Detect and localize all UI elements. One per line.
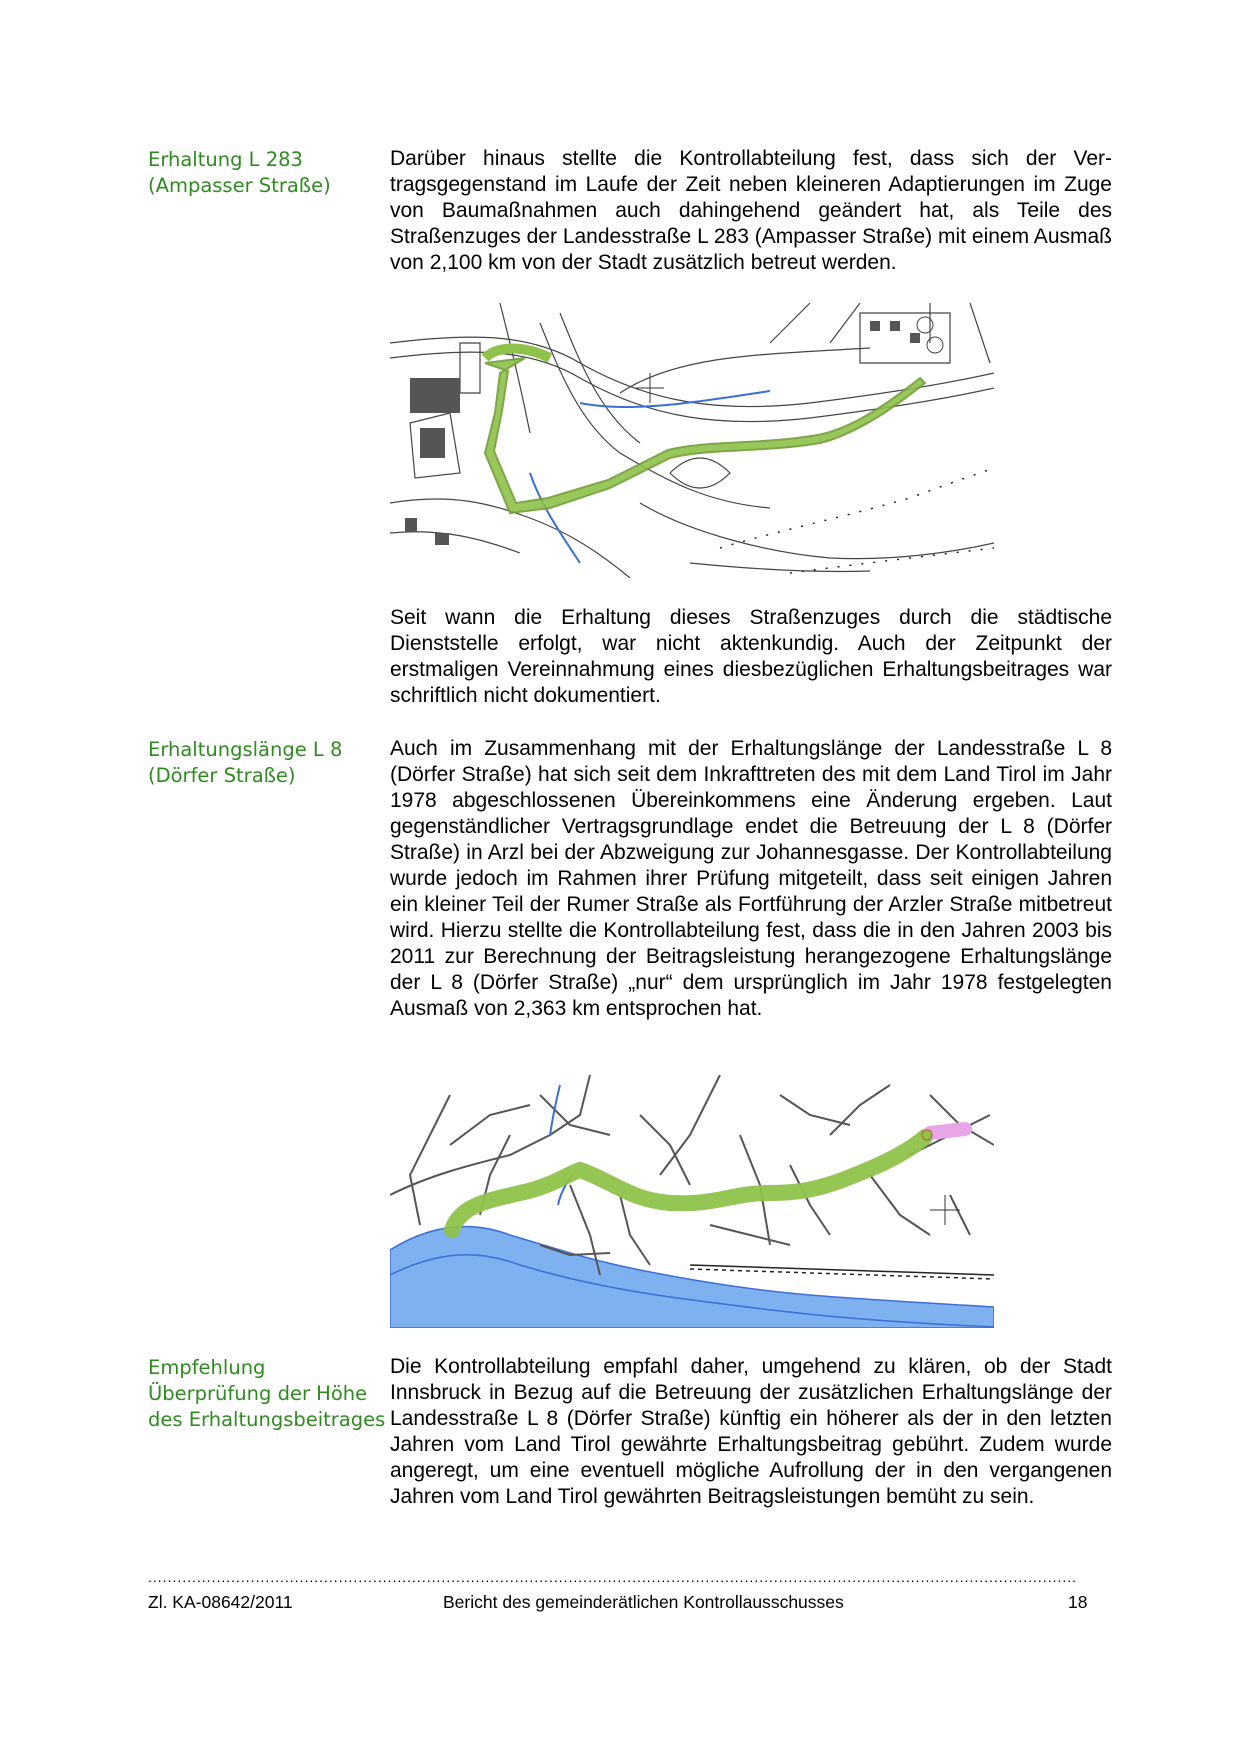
paragraph-l283-continued: Seit wann die Erhaltung dieses Straßenzuges durch die städtische Dienststelle erfolgt, war nicht aktenkundig. Auch der Zeitpunkt der erstmaligen Vereinnahmung eines diesbezüglichen Erhaltungsbeitrages war schriftlich nicht dokumentiert. — [390, 606, 1112, 707]
footer-rule: .............................................................................................................................................................................................. — [148, 1570, 1078, 1584]
map-l8-doerfer-strasse — [390, 1075, 994, 1328]
map-l283-ampasser-strasse — [390, 303, 994, 578]
margin-note-erhaltung-l283 — [148, 147, 378, 199]
paragraph-l8: Auch im Zusammenhang mit der Erhaltungslänge der Landesstraße L 8 (Dörfer Straße) hat sich seit dem Inkrafttreten des mit dem Land Tirol im Jahr 1978 abgeschlossenen Übereinkommens eine Änderung ergeben. Laut gegenständlicher Vertragsgrundlage endet die Betreuung der L 8 (Dörfer Straße) in Arzl bei der Abzweigung zur Johannesgasse. Der Kontrollabteilung wurde jedoch im Rahmen ihrer Prüfung mitgeteilt, dass seit einigen Jahren ein kleiner Teil der Rumer Straße als Fortführung der Arzler Straße mitbetreut wird. Hierzu stellte die Kontrollabteilung fest, dass die in den Jahren 2003 bis 2011 zur Berechnung der Beitragsleistung herangezogene Erhaltungslänge der L 8 (Dörfer Straße) „nur“ dem ursprünglich im Jahr 1978 festgelegten Ausmaß von 2,363 km entsprochen hat. — [390, 737, 1112, 1020]
margin-note-line: (Dörfer Straße) — [148, 764, 296, 787]
paragraph-l283: Darüber hinaus stellte die Kontrollabteilung fest, dass sich der Vertragsgegenstand im Laufe der Zeit neben kleineren Adaptierungen im Zuge von Baumaßnahmen auch dahingehend geändert hat, als Teile des Straßenzuges der Landesstraße L 283 (Ampasser Straße) mit einem Ausmaß von 2,100 km von der Stadt zusätzlich betreut werden. — [390, 147, 1112, 274]
margin-note-empfehlung — [148, 1355, 386, 1433]
page-number: 18 — [1068, 1592, 1088, 1612]
margin-note-line: des Erhaltungsbeitrages — [148, 1408, 386, 1431]
margin-note-line: Überprüfung der Höhe — [148, 1382, 368, 1405]
paragraph-empfehlung: Die Kontrollabteilung empfahl daher, umgehend zu klären, ob der Stadt Innsbruck in Bezug auf die Betreuung der zusätzlichen Erhaltungslänge der Landesstraße L 8 (Dörfer Straße) künftig ein höherer als der in den letzten Jahren vom Land Tirol gewährte Erhaltungsbeitrag gebührt. Zudem wurde angeregt, um eine eventuell mögliche Aufrollung der in den vergangenen Jahren vom Land Tirol gewährten Beitragsleistungen bemüht zu sein. — [390, 1355, 1112, 1508]
footer-reference: Zl. KA-08642/2011 — [148, 1592, 293, 1612]
margin-note-line: Empfehlung — [148, 1356, 266, 1379]
margin-note-line: Erhaltung L 283 — [148, 148, 303, 171]
margin-note-erhaltungslaenge-l8 — [148, 737, 378, 789]
footer-title: Bericht des gemeinderätlichen Kontrollausschusses — [443, 1592, 844, 1612]
margin-note-line: (Ampasser Straße) — [148, 174, 331, 197]
margin-note-line: Erhaltungslänge L 8 — [148, 738, 343, 761]
